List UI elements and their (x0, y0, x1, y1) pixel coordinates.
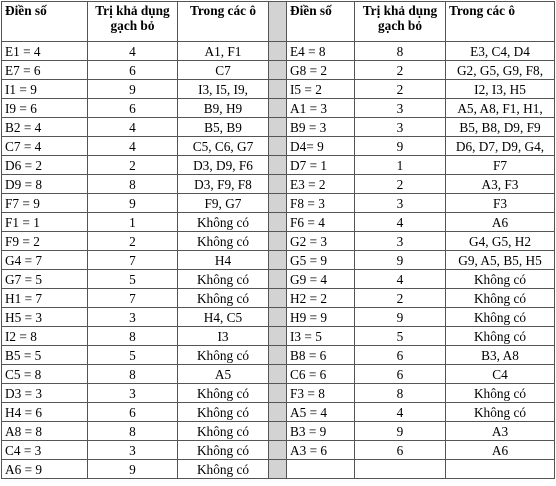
table-row (2, 460, 555, 479)
in-cells-cell-right: A6 (446, 441, 555, 460)
in-cells-cell: B5, B9 (178, 118, 269, 137)
in-cells-cell: Không có (178, 270, 269, 289)
in-cells-cell: Không có (178, 422, 269, 441)
in-cells-cell-right: Không có (446, 327, 555, 346)
column-separator (269, 422, 287, 441)
fill-number-cell: I2 = 8 (2, 327, 88, 346)
fill-number-cell: C4 = 3 (2, 441, 88, 460)
column-separator (269, 403, 287, 422)
table-row (2, 422, 555, 441)
in-cells-cell-right: F7 (446, 156, 555, 175)
fill-number-cell: E7 = 6 (2, 61, 88, 80)
fill-number-cell: C7 = 4 (2, 137, 88, 156)
in-cells-cell-right: A3, F3 (446, 175, 555, 194)
fill-number-cell: A6 = 9 (2, 460, 88, 479)
in-cells-cell: A1, F1 (178, 42, 269, 61)
eliminated-value-cell: 6 (88, 61, 178, 80)
fill-number-cell: B5 = 5 (2, 346, 88, 365)
in-cells-cell-right: E3, C4, D4 (446, 42, 555, 61)
header-fill-number: Điền số (2, 2, 88, 42)
eliminated-value-cell: 8 (88, 422, 178, 441)
eliminated-value-cell: 9 (88, 460, 178, 479)
eliminated-value-cell-right: 9 (355, 251, 446, 270)
fill-number-cell-right: G5 = 9 (287, 251, 355, 270)
in-cells-cell: Không có (178, 346, 269, 365)
table-row (2, 42, 555, 61)
fill-number-cell-right: H9 = 9 (287, 308, 355, 327)
eliminated-value-cell: 3 (88, 441, 178, 460)
eliminated-value-cell-right: 4 (355, 213, 446, 232)
fill-number-cell: C5 = 8 (2, 365, 88, 384)
table-row (2, 61, 555, 80)
fill-number-cell-right: G2 = 3 (287, 232, 355, 251)
fill-number-cell: D3 = 3 (2, 384, 88, 403)
in-cells-cell-right: G4, G5, H2 (446, 232, 555, 251)
column-separator (269, 346, 287, 365)
eliminated-value-cell: 5 (88, 270, 178, 289)
in-cells-cell: F9, G7 (178, 194, 269, 213)
in-cells-cell-right: C4 (446, 365, 555, 384)
eliminated-value-cell: 7 (88, 289, 178, 308)
fill-number-cell: G4 = 7 (2, 251, 88, 270)
eliminated-value-cell-right: 3 (355, 99, 446, 118)
column-separator (269, 99, 287, 118)
column-separator (269, 232, 287, 251)
table-body (2, 42, 555, 479)
in-cells-cell: Không có (178, 460, 269, 479)
in-cells-cell: Không có (178, 289, 269, 308)
column-separator (269, 194, 287, 213)
eliminated-value-cell-right: 3 (355, 232, 446, 251)
table-row (2, 384, 555, 403)
header-eliminated-value-right: Trị khả dụng gạch bỏ (355, 2, 446, 42)
in-cells-cell: I3 (178, 327, 269, 346)
fill-number-cell: F9 = 2 (2, 232, 88, 251)
table-row (2, 156, 555, 175)
fill-number-cell: D6 = 2 (2, 156, 88, 175)
fill-number-cell: F7 = 9 (2, 194, 88, 213)
column-separator (269, 289, 287, 308)
eliminated-value-cell: 4 (88, 42, 178, 61)
eliminated-value-cell-right (355, 460, 446, 479)
table-row (2, 441, 555, 460)
column-separator (269, 384, 287, 403)
column-separator (269, 156, 287, 175)
column-separator (269, 213, 287, 232)
column-separator (269, 365, 287, 384)
fill-number-cell: I1 = 9 (2, 80, 88, 99)
eliminated-value-cell-right: 8 (355, 42, 446, 61)
in-cells-cell-right: I2, I3, H5 (446, 80, 555, 99)
table-row (2, 308, 555, 327)
eliminated-value-cell-right: 3 (355, 194, 446, 213)
in-cells-cell-right: Không có (446, 270, 555, 289)
fill-number-cell: B2 = 4 (2, 118, 88, 137)
column-separator (269, 251, 287, 270)
eliminated-value-cell-right: 3 (355, 118, 446, 137)
eliminated-value-cell-right: 9 (355, 422, 446, 441)
table-row (2, 137, 555, 156)
fill-number-cell-right: I5 = 2 (287, 80, 355, 99)
in-cells-cell-right: F3 (446, 194, 555, 213)
table-row (2, 270, 555, 289)
in-cells-cell-right: A3 (446, 422, 555, 441)
column-separator (269, 270, 287, 289)
in-cells-cell: D3, D9, F6 (178, 156, 269, 175)
column-separator (269, 460, 287, 479)
fill-number-cell-right: D7 = 1 (287, 156, 355, 175)
table-row (2, 251, 555, 270)
eliminated-value-cell-right: 5 (355, 327, 446, 346)
fill-number-cell-right: B3 = 9 (287, 422, 355, 441)
eliminated-value-cell-right: 4 (355, 270, 446, 289)
column-separator (269, 327, 287, 346)
eliminated-value-cell-right: 2 (355, 289, 446, 308)
fill-number-cell-right: B9 = 3 (287, 118, 355, 137)
fill-number-cell: E1 = 4 (2, 42, 88, 61)
eliminated-value-cell: 2 (88, 232, 178, 251)
in-cells-cell-right: G2, G5, G9, F8, (446, 61, 555, 80)
table-row (2, 289, 555, 308)
eliminated-value-cell: 4 (88, 118, 178, 137)
header-eliminated-value: Trị khả dụng gạch bỏ (88, 2, 178, 42)
eliminated-value-cell: 9 (88, 194, 178, 213)
fill-number-cell: G7 = 5 (2, 270, 88, 289)
fill-number-cell: H4 = 6 (2, 403, 88, 422)
column-separator (269, 2, 287, 42)
fill-number-cell-right: F6 = 4 (287, 213, 355, 232)
fill-number-cell-right: A1 = 3 (287, 99, 355, 118)
in-cells-cell: I3, I5, I9, (178, 80, 269, 99)
fill-number-cell-right: F3 = 8 (287, 384, 355, 403)
fill-number-cell-right: F8 = 3 (287, 194, 355, 213)
column-separator (269, 118, 287, 137)
in-cells-cell-right: Không có (446, 308, 555, 327)
fill-number-cell: A8 = 8 (2, 422, 88, 441)
fill-number-cell: I9 = 6 (2, 99, 88, 118)
fill-number-cell-right: E4 = 8 (287, 42, 355, 61)
in-cells-cell-right (446, 460, 555, 479)
eliminated-value-cell-right: 9 (355, 308, 446, 327)
column-separator (269, 175, 287, 194)
header-fill-number-right: Điền số (287, 2, 355, 42)
in-cells-cell: H4 (178, 251, 269, 270)
in-cells-cell-right: B3, A8 (446, 346, 555, 365)
column-separator (269, 80, 287, 99)
in-cells-cell: D3, F9, F8 (178, 175, 269, 194)
in-cells-cell: H4, C5 (178, 308, 269, 327)
in-cells-cell-right: Không có (446, 384, 555, 403)
eliminated-value-cell: 1 (88, 213, 178, 232)
eliminated-value-cell-right: 6 (355, 365, 446, 384)
eliminated-value-cell: 7 (88, 251, 178, 270)
in-cells-cell-right: D6, D7, D9, G4, (446, 137, 555, 156)
fill-number-cell-right: D4= 9 (287, 137, 355, 156)
eliminated-value-cell: 3 (88, 308, 178, 327)
fill-number-cell: F1 = 1 (2, 213, 88, 232)
in-cells-cell-right: B5, B8, D9, F9 (446, 118, 555, 137)
fill-number-cell-right: I3 = 5 (287, 327, 355, 346)
in-cells-cell: C5, C6, G7 (178, 137, 269, 156)
eliminated-value-cell: 8 (88, 327, 178, 346)
eliminated-value-cell-right: 6 (355, 346, 446, 365)
table-row (2, 365, 555, 384)
eliminated-value-cell: 9 (88, 80, 178, 99)
header-in-cells-right: Trong các ô (446, 2, 555, 42)
fill-number-cell-right: G8 = 2 (287, 61, 355, 80)
eliminated-value-cell-right: 6 (355, 441, 446, 460)
in-cells-cell: C7 (178, 61, 269, 80)
eliminated-value-cell-right: 2 (355, 61, 446, 80)
in-cells-cell: Không có (178, 232, 269, 251)
fill-number-cell-right: H2 = 2 (287, 289, 355, 308)
in-cells-cell: Không có (178, 213, 269, 232)
eliminated-value-cell-right: 2 (355, 80, 446, 99)
eliminated-value-cell-right: 4 (355, 403, 446, 422)
fill-number-cell-right: G9 = 4 (287, 270, 355, 289)
eliminated-value-cell-right: 2 (355, 175, 446, 194)
header-in-cells: Trong các ô (178, 2, 269, 42)
fill-number-cell-right: B8 = 6 (287, 346, 355, 365)
fill-number-cell-right: A3 = 6 (287, 441, 355, 460)
table-row (2, 403, 555, 422)
in-cells-cell-right: Không có (446, 403, 555, 422)
eliminated-value-cell: 6 (88, 99, 178, 118)
in-cells-cell-right: Không có (446, 289, 555, 308)
fill-number-cell-right (287, 460, 355, 479)
fill-number-cell-right: E3 = 2 (287, 175, 355, 194)
in-cells-cell: Không có (178, 403, 269, 422)
column-separator (269, 42, 287, 61)
in-cells-cell: Không có (178, 384, 269, 403)
fill-number-cell: H5 = 3 (2, 308, 88, 327)
header-row (2, 2, 555, 42)
in-cells-cell: A5 (178, 365, 269, 384)
in-cells-cell: B9, H9 (178, 99, 269, 118)
fill-number-cell: D9 = 8 (2, 175, 88, 194)
table-row (2, 232, 555, 251)
column-separator (269, 137, 287, 156)
eliminated-value-cell-right: 8 (355, 384, 446, 403)
table-row (2, 213, 555, 232)
column-separator (269, 308, 287, 327)
eliminated-value-cell: 6 (88, 403, 178, 422)
in-cells-cell-right: G9, A5, B5, H5 (446, 251, 555, 270)
column-separator (269, 441, 287, 460)
table-row (2, 346, 555, 365)
eliminated-value-cell: 8 (88, 365, 178, 384)
column-separator (269, 61, 287, 80)
in-cells-cell-right: A6 (446, 213, 555, 232)
table-row (2, 99, 555, 118)
eliminated-value-cell: 8 (88, 175, 178, 194)
eliminated-value-cell: 4 (88, 137, 178, 156)
eliminated-value-cell: 3 (88, 384, 178, 403)
eliminated-value-cell: 5 (88, 346, 178, 365)
fill-number-cell-right: C6 = 6 (287, 365, 355, 384)
sudoku-elimination-table (1, 1, 555, 479)
fill-number-cell-right: A5 = 4 (287, 403, 355, 422)
table-row (2, 194, 555, 213)
table-row (2, 175, 555, 194)
table-row (2, 118, 555, 137)
table-row (2, 80, 555, 99)
in-cells-cell: Không có (178, 441, 269, 460)
eliminated-value-cell-right: 1 (355, 156, 446, 175)
in-cells-cell-right: A5, A8, F1, H1, (446, 99, 555, 118)
eliminated-value-cell-right: 9 (355, 137, 446, 156)
fill-number-cell: H1 = 7 (2, 289, 88, 308)
table-row (2, 327, 555, 346)
eliminated-value-cell: 2 (88, 156, 178, 175)
